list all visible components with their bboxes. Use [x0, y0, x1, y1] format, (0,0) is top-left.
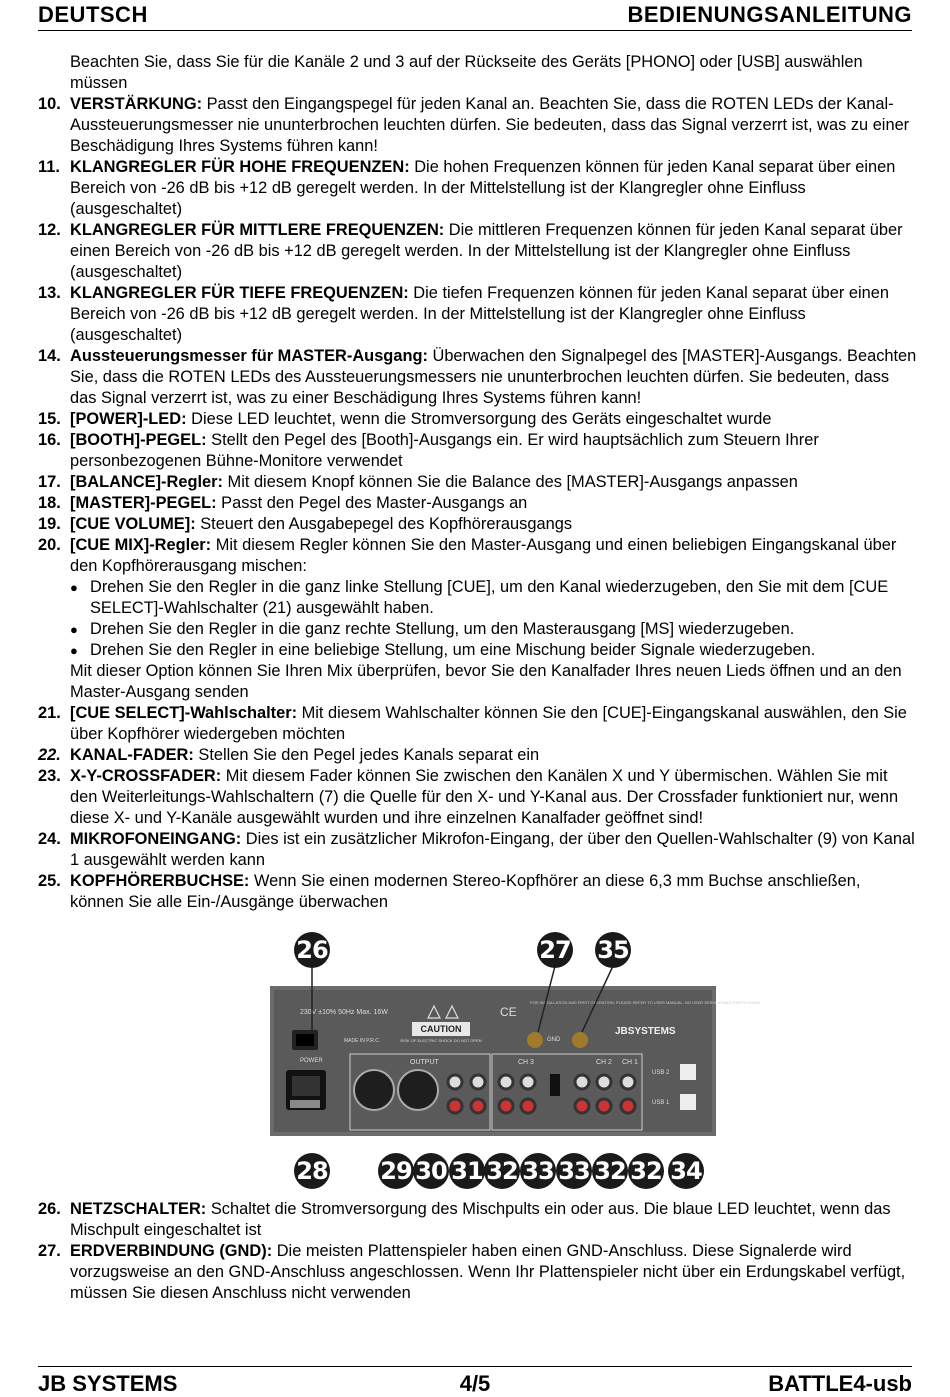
item-term: [BOOTH]-PEGEL:	[70, 431, 207, 449]
svg-text:CE: CE	[500, 1005, 517, 1019]
intro-paragraph: Beachten Sie, dass Sie für die Kanäle 2 und 3 auf der Rückseite des Geräts [PHONO] oder [USB] auswählen müssen	[70, 53, 863, 92]
numbered-item	[38, 472, 918, 493]
bullet-dot-icon: ●	[70, 622, 78, 637]
item-text: Mit diesem Wahlschalter können Sie den [CUE]-Eingangskanal auswählen, den Sie über Kopfhörer wiedergeben möchten	[70, 704, 907, 743]
numbered-item	[38, 871, 918, 913]
callout-badge: 35	[595, 932, 631, 968]
item-term: MIKROFONEINGANG:	[70, 830, 242, 848]
svg-text:230V ±10% 50Hz Max. 16W: 230V ±10% 50Hz Max. 16W	[300, 1009, 388, 1016]
numbered-item	[38, 346, 918, 409]
callout-badge: 31	[449, 1153, 485, 1189]
numbered-item	[38, 1241, 918, 1304]
item-term: [CUE MIX]-Regler:	[70, 536, 212, 554]
item-text: Passt den Eingangspegel für jeden Kanal an. Beachten Sie, dass die ROTEN LEDs der Kanal-Aussteuerungsmesser nie ununterbrochen leuchten dürfen. Sie bedeuten, dass das Signal verzerrt ist, was zu einer Beschädigung Ihres Systems führen kann!	[70, 95, 910, 155]
numbered-item	[38, 220, 918, 283]
item-list-bottom	[38, 1199, 918, 1304]
item-text: Die tiefen Frequenzen können für jeden Kanal separat über einen Bereich von -26 dB bis +12 dB geregelt werden. In der Mittelstellung ist der Klangregler ohne Einfluss (ausgeschaltet)	[70, 284, 889, 344]
bullet-dot-icon: ●	[70, 643, 78, 658]
item-number: 12.	[38, 221, 61, 239]
numbered-item	[38, 430, 918, 472]
item-term: [BALANCE]-Regler:	[70, 473, 223, 491]
item-number: 19.	[38, 515, 61, 533]
item-number: 14.	[38, 347, 61, 365]
item-term: KANAL-FADER:	[70, 746, 194, 764]
item-text: Stellen Sie den Pegel jedes Kanals separat ein	[193, 746, 540, 764]
item-term: KLANGREGLER FÜR MITTLERE FREQUENZEN:	[70, 221, 445, 239]
numbered-item	[38, 703, 918, 745]
svg-text:CH 2: CH 2	[596, 1059, 612, 1066]
callout-badge: 32	[592, 1153, 628, 1189]
callout-badge: 33	[556, 1153, 592, 1189]
header-title: BEDIENUNGSANLEITUNG	[627, 2, 912, 27]
item-text: Die mittleren Frequenzen können für jeden Kanal separat über einen Bereich von -26 dB bis +12 dB geregelt werden. In der Mittelstellung ist der Klangregler ohne Einfluss (ausgeschaltet)	[70, 221, 903, 281]
svg-text:GND: GND	[547, 1037, 561, 1043]
svg-text:FOR INSTALLATION AND FIRST OPE: FOR INSTALLATION AND FIRST OPERATION, PLEASE REFER TO USER MANUAL. NO USER SERVICEABLE PARTS INSIDE.	[530, 1000, 762, 1005]
item-number: 24.	[38, 830, 61, 848]
svg-text:OUTPUT: OUTPUT	[410, 1059, 439, 1066]
item-term: ERDVERBINDUNG (GND):	[70, 1242, 273, 1260]
svg-text:CH 3: CH 3	[518, 1059, 534, 1066]
item-number: 16.	[38, 431, 61, 449]
callout-badge: 26	[294, 932, 330, 968]
item-text: Die hohen Frequenzen können für jeden Kanal separat über einen Bereich von -26 dB bis +12 dB geregelt werden. In der Mittelstellung ist der Klangregler ohne Einfluss (ausgeschaltet)	[70, 158, 896, 218]
callout-badge: 28	[294, 1153, 330, 1189]
bullet-item: ● Drehen Sie den Regler in eine beliebige Stellung, um eine Mischung beider Signale wiederzugeben.	[70, 641, 816, 659]
numbered-item	[38, 514, 918, 535]
numbered-item	[38, 829, 918, 871]
svg-text:MADE IN P.R.C.: MADE IN P.R.C.	[344, 1038, 381, 1044]
item-number: 10.	[38, 95, 61, 113]
bullet-item: ● Drehen Sie den Regler in die ganz linke Stellung [CUE], um den Kanal wiederzugeben, den Sie mit dem [CUE SELECT]-Wahlschalter (21) ausgewählt haben.	[70, 578, 889, 617]
callout-badge: 32	[484, 1153, 520, 1189]
svg-text:JBSYSTEMS: JBSYSTEMS	[615, 1026, 676, 1037]
callout-badge: 33	[520, 1153, 556, 1189]
item-term: [CUE SELECT]-Wahlschalter:	[70, 704, 298, 722]
item-term: KOPFHÖRERBUCHSE:	[70, 872, 250, 890]
item-number: 11.	[38, 158, 60, 176]
numbered-item	[38, 1199, 918, 1241]
item-text: Die meisten Plattenspieler haben einen GND-Anschluss. Diese Signalerde wird vorzugsweise an den GND-Anschluss angeschlossen. Wenn Ihr Plattenspieler nicht über ein Erdungskabel verfügt, müssen Sie diesen Anschluss nicht verwenden	[70, 1242, 906, 1302]
item-text: Steuert den Ausgabepegel des Kopfhörerausgangs	[195, 515, 573, 533]
page-footer	[38, 1366, 912, 1397]
item-text: Mit diesem Knopf können Sie die Balance des [MASTER]-Ausgangs anpassen	[222, 473, 798, 491]
item-text: Stellt den Pegel des [Booth]-Ausgangs ein. Er wird hauptsächlich zum Steuern Ihrer personbezogenen Bühne-Monitore verwendet	[70, 431, 819, 470]
bullet-item: ● Drehen Sie den Regler in die ganz rechte Stellung, um den Masterausgang [MS] wiederzugeben.	[70, 620, 795, 638]
item-text: Diese LED leuchtet, wenn die Stromversorgung des Geräts eingeschaltet wurde	[186, 410, 772, 428]
item-list-mid	[38, 703, 918, 913]
page-header	[38, 2, 912, 31]
numbered-item	[38, 409, 918, 430]
item-term: VERSTÄRKUNG:	[70, 95, 203, 113]
item-number: 13.	[38, 284, 61, 302]
instructions-bottom	[38, 1199, 918, 1304]
svg-text:CH 1: CH 1	[622, 1059, 638, 1066]
numbered-item	[38, 94, 918, 157]
rear-panel-photo	[270, 986, 762, 1136]
item-text: Dies ist ein zusätzlicher Mikrofon-Eingang, der über den Quellen-Wahlschalter (9) von Kanal 1 ausgewählt werden kann	[70, 830, 915, 869]
item-text: Schaltet die Stromversorgung des Mischpults ein oder aus. Die blaue LED leuchtet, wenn das Mischpult eingeschaltet ist	[70, 1200, 891, 1239]
bullets-after-paragraph: Mit dieser Option können Sie Ihren Mix überprüfen, bevor Sie den Kanalfader Ihres neuen Lieds öffnen und an den Master-Ausgang senden	[70, 662, 902, 701]
item-term: X-Y-CROSSFADER:	[70, 767, 222, 785]
numbered-item	[38, 493, 918, 514]
callout-badge: 32	[628, 1153, 664, 1189]
bullet-dot-icon: ●	[70, 580, 78, 595]
item-text: Passt den Pegel des Master-Ausgangs an	[216, 494, 528, 512]
item-number: 15.	[38, 410, 61, 428]
item-number: 20.	[38, 536, 61, 554]
item-term: Aussteuerungsmesser für MASTER-Ausgang:	[70, 347, 428, 365]
item-term: NETZSCHALTER:	[70, 1200, 207, 1218]
callout-badge: 29	[378, 1153, 414, 1189]
header-language: DEUTSCH	[38, 2, 148, 27]
item-number: 18.	[38, 494, 61, 512]
callout-badge: 30	[413, 1153, 449, 1189]
item-text: Mit diesem Regler können Sie den Master-Ausgang und einen beliebigen Eingangskanal über den Kopfhörerausgang mischen:	[70, 536, 897, 575]
item-number: 22.	[38, 746, 61, 764]
svg-text:USB 1: USB 1	[652, 1100, 670, 1106]
item-list-top	[38, 94, 918, 577]
item-number: 25.	[38, 872, 61, 890]
page-number: 4/5	[459, 1371, 491, 1396]
svg-text:RISK OF ELECTRIC SHOCK DO NOT: RISK OF ELECTRIC SHOCK DO NOT OPEN	[400, 1038, 482, 1043]
item-number: 23.	[38, 767, 61, 785]
item-term: KLANGREGLER FÜR TIEFE FREQUENZEN:	[70, 284, 409, 302]
item-text: Wenn Sie einen modernen Stereo-Kopfhörer an diese 6,3 mm Buchse anschließen, können Sie alle Ein-/Ausgänge überwachen	[70, 872, 861, 911]
instructions-top	[38, 52, 918, 913]
item-term: [POWER]-LED:	[70, 410, 187, 428]
item-term: [MASTER]-PEGEL:	[70, 494, 217, 512]
bullet-list	[38, 577, 918, 661]
numbered-item	[38, 535, 918, 577]
item-term: [CUE VOLUME]:	[70, 515, 196, 533]
item-number: 21.	[38, 704, 61, 722]
numbered-item	[38, 157, 918, 220]
item-number: 26.	[38, 1200, 61, 1218]
item-text: Mit diesem Fader können Sie zwischen den Kanälen X und Y übermischen. Wählen Sie mit den Weiterleitungs-Wahlschaltern (7) die Quelle für den X- und Y-Kanal aus. Der Crossfader funktioniert nur, wenn diese X- und Y-Kanäle ausgewählt wurden und ihre einzelnen Kanalfader geöffnet sind!	[70, 767, 899, 827]
svg-text:USB 2: USB 2	[652, 1070, 670, 1076]
item-number: 17.	[38, 473, 61, 491]
numbered-item	[38, 283, 918, 346]
footer-brand: JB SYSTEMS	[38, 1371, 178, 1396]
numbered-item	[38, 766, 918, 829]
svg-text:POWER: POWER	[300, 1058, 323, 1064]
footer-model: BATTLE4-usb	[768, 1371, 912, 1396]
item-text: Überwachen den Signalpegel des [MASTER]-Ausgangs. Beachten Sie, dass die ROTEN LEDs des Aussteuerungsmessers nie ununterbrochen leuchten dürfen. Sie bedeuten, dass das Signal verzerrt ist, was zu einer Beschädigung Ihres Systems führen kann!	[70, 347, 917, 407]
callout-badge: 34	[668, 1153, 704, 1189]
callout-badge: 27	[537, 932, 573, 968]
item-term: KLANGREGLER FÜR HOHE FREQUENZEN:	[70, 158, 410, 176]
item-number: 27.	[38, 1242, 61, 1260]
numbered-item	[38, 745, 918, 766]
svg-text:CAUTION: CAUTION	[420, 1024, 462, 1034]
